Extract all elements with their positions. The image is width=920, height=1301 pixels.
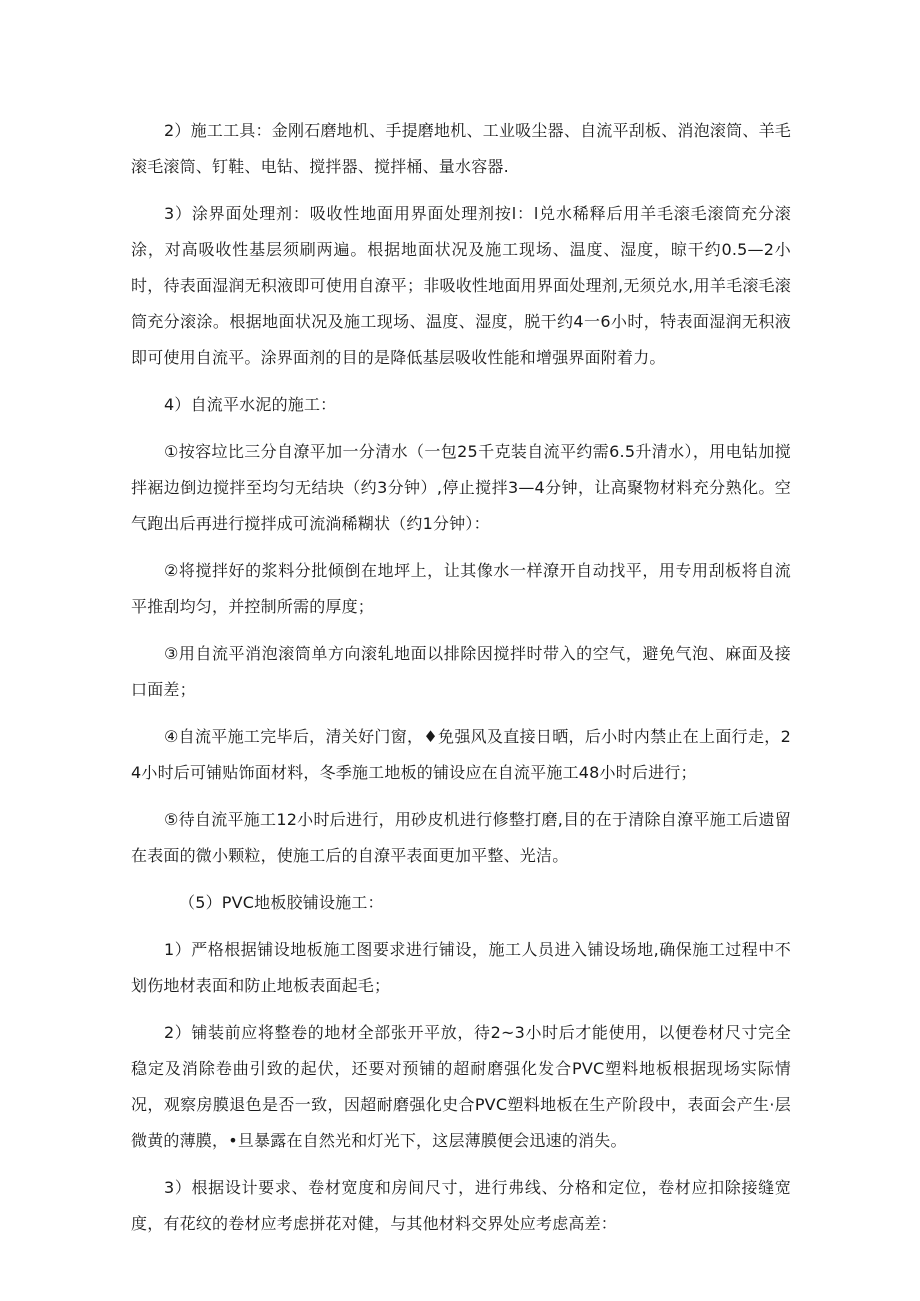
paragraph-pvc-3: 3）根据设计要求、卷材宽度和房间尺寸，进行弗线、分格和定位，卷材应扣除接缝宽度，有花纹的卷材应考虑拼花对健，与其他材料交界处应考虑高差：	[131, 1178, 791, 1233]
paragraph-step-2: ②将搅拌好的浆料分批倾倒在地坪上，让其像水一样潦开自动找平，用专用刮板将自流平推刮均匀，并控制所需的厚度；	[131, 561, 791, 616]
paragraph-tools: 2）施工工具：金刚石磨地机、手提磨地机、工业吸尘器、自流平刮板、消泡滚筒、羊毛滚毛滚筒、钉鞋、电钻、搅拌器、搅拌桶、量水容器.	[131, 121, 791, 176]
paragraph-step-3: ③用自流平消泡滚筒单方向滚轧地面以排除因搅拌时带入的空气，避免气泡、麻面及接口面差；	[131, 644, 791, 699]
document-body	[131, 113, 791, 1253]
paragraph-step-1: ①按容垃比三分自潦平加一分清水（一包25千克装自流平约需6.5升清水），用电钻加搅拌裾边倒边搅拌至均匀无结块（约3分钟）,停止搅拌3—4分钟，让高聚物材料充分熟化。空气跑出后再进行搅拌成可流淌稀糊状（约1分钟）：	[131, 442, 791, 533]
paragraph-interface-agent: 3）涂界面处理剂：吸收性地面用界面处理剂按l：l兑水稀释后用羊毛滚毛滚筒充分滚涂，对高吸收性基层须刷两遍。根据地面状况及施工现场、温度、湿度，晾干约0.5—2小时，待表面湿润无积液即可使用自潦平；非吸收性地面用界面处理剂,无须兑水,用羊毛滚毛滚筒充分滚涂。根据地面状况及施工现场、温度、湿度，脱干约4一6小时，特表面湿润无积液即可使用自流平。涂界面剂的目的是降低基层吸收性能和增强界面附着力。	[131, 204, 791, 367]
paragraph-step-4: ④自流平施工完毕后，清关好门窗，♦免强风及直接日晒，后小时内禁止在上面行走，24小时后可铺贴饰面材料，冬季施工地板的铺设应在自流平施工48小时后进行；	[131, 727, 791, 782]
paragraph-step-5: ⑤待自流平施工12小时后进行，用砂皮机进行修整打磨,目的在于清除自潦平施工后遗留在表面的微小颗粒，使施工后的自潦平表面更加平整、光洁。	[131, 810, 791, 865]
section-heading-pvc: （5）PVC地板胶铺设施工：	[179, 893, 384, 912]
paragraph-pvc-2: 2）铺装前应将整卷的地材全部张开平放，待2~3小时后才能使用，以便卷材尺寸完全稳定及消除卷曲引致的起伏，还要对预铺的超耐磨强化发合PVC塑料地板根据现场实际情况，观察房膜退色是否一致，因超耐磨强化史合PVC塑料地板在生产阶段中，表面会产生·层微黄的薄膜，•旦暴露在自然光和灯光下，这层薄膜便会迅速的消失。	[131, 1023, 791, 1150]
paragraph-pvc-1: 1）严格根据铺设地板施工图要求进行铺设，施工人员进入铺设场地,确保施工过程中不划伤地材表面和防止地板表面起毛；	[131, 940, 791, 995]
paragraph-self-leveling-heading: 4）自流平水泥的施工：	[164, 395, 337, 414]
